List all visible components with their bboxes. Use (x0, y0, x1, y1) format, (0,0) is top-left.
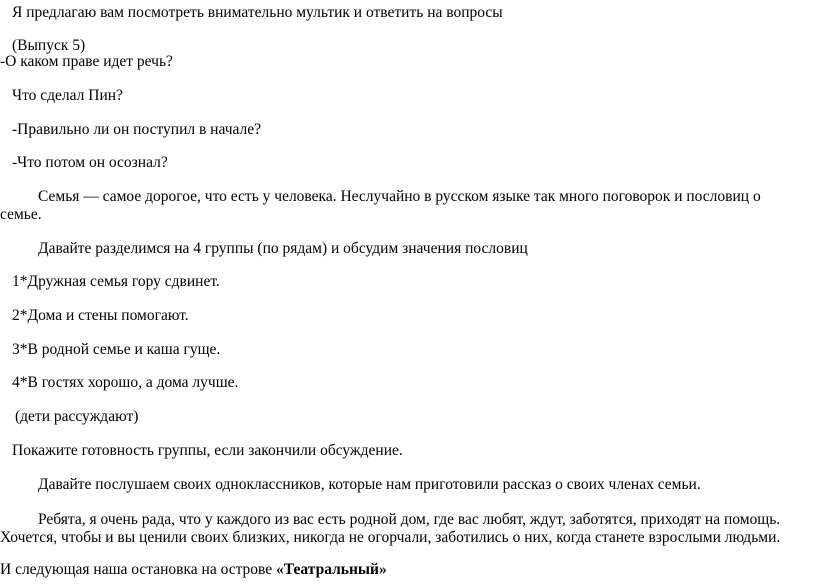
children-discuss-line: (дети рассуждают) (15, 408, 139, 425)
question-1: -О каком праве идет речь? (0, 53, 173, 70)
family-paragraph: Семья — самое дорогое, что есть у человека. Неслучайно в русском языке так много поговорок и пословиц о семье. (0, 188, 761, 223)
proverb-2: 2*Дома и стены помогают. (12, 307, 189, 324)
episode-line: (Выпуск 5) (12, 37, 86, 54)
next-stop-name: «Театральный» (276, 561, 387, 578)
question-3: -Правильно ли он поступил в начале? (12, 121, 262, 138)
proverb-1: 1*Дружная семья гору сдвинет. (12, 273, 220, 290)
closing-paragraph: Ребята, я очень рада, что у каждого из вас есть родной дом, где вас любят, ждут, заботятся, приходят на помощь. Хочется, чтобы и вы ценили своих близких, никогда не огорчали, заботились о них, когда станете взрослыми людьми. (0, 511, 781, 546)
proverb-3: 3*В родной семье и каша гуще. (12, 341, 221, 358)
question-2: Что сделал Пин? (12, 87, 123, 104)
readiness-line: Покажите готовность группы, если закончили обсуждение. (12, 442, 403, 459)
groups-line: Давайте разделимся на 4 группы (по рядам) и обсудим значения пословиц (38, 240, 528, 257)
next-stop-prefix: И следующая наша остановка на острове (0, 561, 277, 578)
listen-classmates-line: Давайте послушаем своих одноклассников, которые нам приготовили рассказ о своих членах семьи. (38, 476, 701, 493)
proverb-4: 4*В гостях хорошо, а дома лучше. (12, 374, 239, 391)
question-4: -Что потом он осознал? (12, 154, 168, 171)
intro-line: Я предлагаю вам посмотреть внимательно мультик и ответить на вопросы (12, 4, 503, 21)
next-stop-line (0, 561, 387, 579)
